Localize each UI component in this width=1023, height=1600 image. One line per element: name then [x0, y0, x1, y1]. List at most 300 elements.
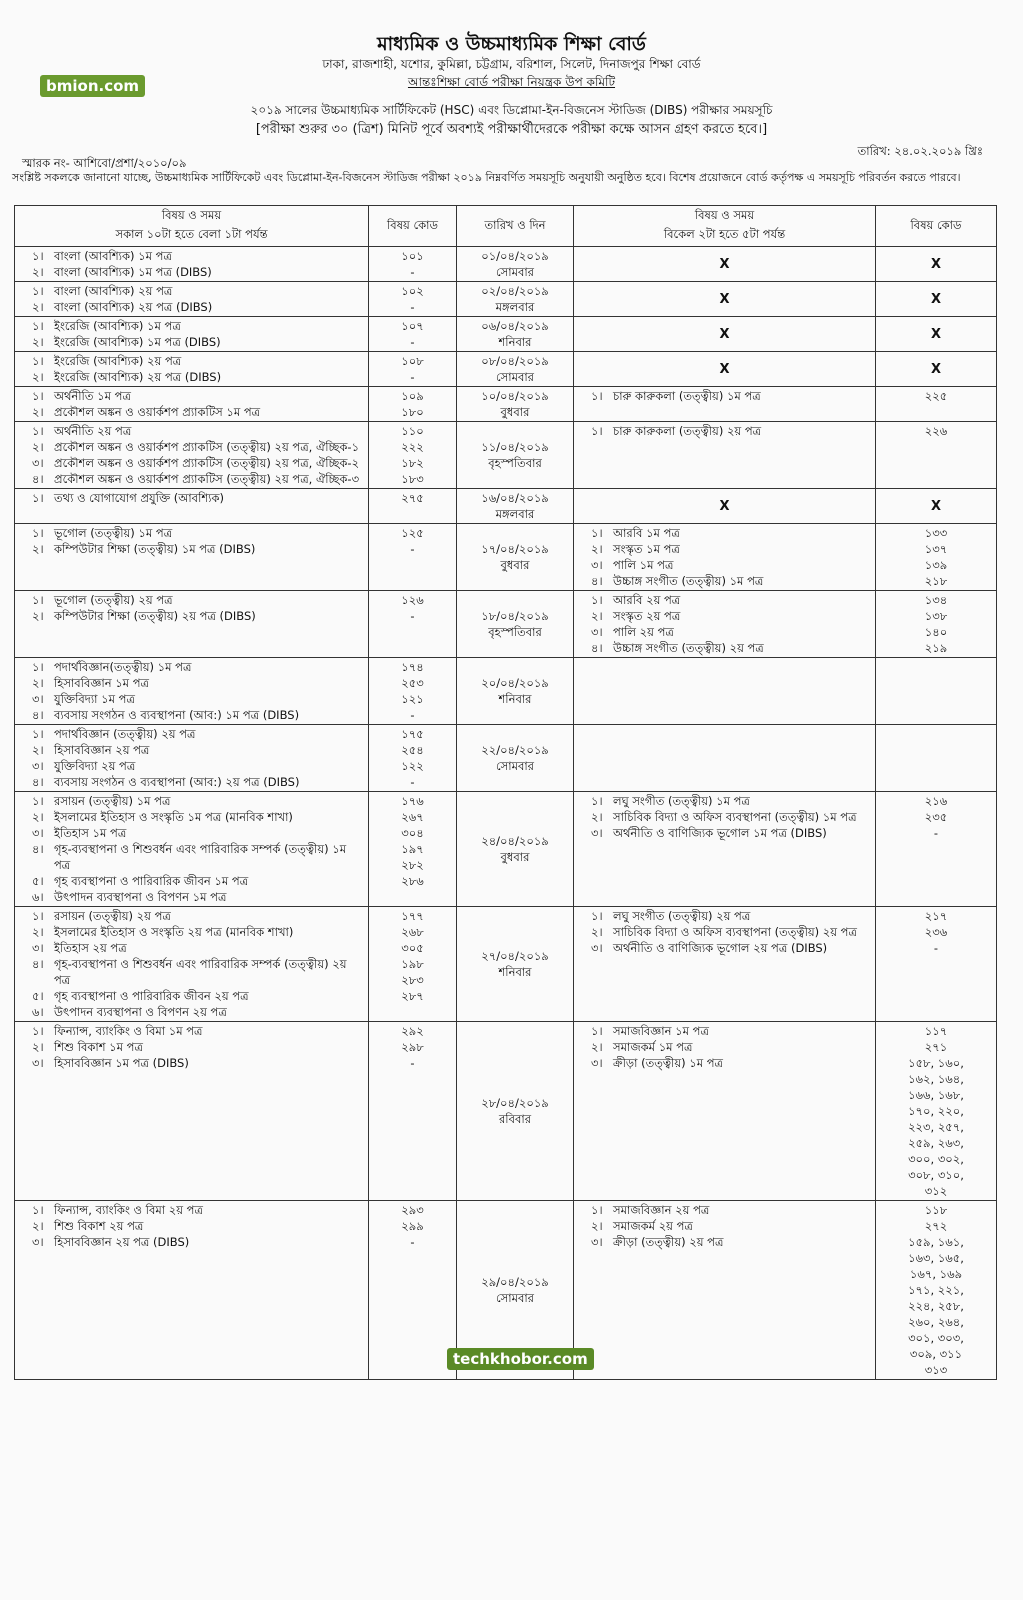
subject-code: ২১৯ — [924, 641, 948, 655]
item-number: ৪। — [591, 574, 603, 588]
subject-name: চারু কারুকলা (তত্ত্বীয়) ২য় পত্র — [613, 424, 762, 438]
subject-code: ১৪০ — [924, 625, 948, 639]
exam-date: ১০/০৪/২০১৯ — [481, 389, 549, 403]
afternoon-subject — [577, 608, 872, 624]
table-row — [15, 387, 997, 422]
table-header-row — [15, 206, 997, 247]
morning-subject — [18, 318, 365, 334]
exam-date-cell — [457, 352, 574, 387]
subject-name: গৃহ ব্যবস্থাপনা ও পারিবারিক জীবন ২য় পত্র — [54, 989, 249, 1003]
subject-code: ১৫৮, ১৬০, — [908, 1056, 964, 1070]
item-number: ১। — [32, 660, 44, 674]
subject-name: প্রকৌশল অঙ্কন ও ওয়ার্কশপ প্র্যাকটিস (তত্ত্বীয়) ২য় পত্র, ঐচ্ছিক-৩ — [54, 472, 360, 486]
exam-day: রবিবার — [498, 1112, 532, 1126]
exam-instruction: [পরীক্ষা শুরুর ৩০ (ত্রিশ) মিনিট পূর্বে অবশ্যই পরীক্ষার্থীদেরকে পরীক্ষা কক্ষে আসন গ্রহণ করতে হবে।] — [255, 122, 768, 137]
subject-code: - — [933, 826, 939, 840]
subject-name: পালি ২য় পত্র — [613, 625, 674, 639]
subject-name: ইতিহাস ১ম পত্র — [54, 826, 127, 840]
subject-code: ১০৯ — [401, 389, 424, 403]
subject-name: বাংলা (আবশ্যিক) ১ম পত্র — [54, 249, 172, 263]
subject-name: চারু কারুকলা (তত্ত্বীয়) ১ম পত্র — [613, 389, 761, 403]
exam-date: ২৪/০৪/২০১৯ — [481, 834, 549, 848]
no-exam-mark: X — [876, 317, 997, 352]
subject-name: ব্যবসায় সংগঠন ও ব্যবস্থাপনা (আব:) ২য় পত্র (DIBS) — [54, 775, 300, 789]
subject-name: তথ্য ও যোগাযোগ প্রযুক্তি (আবশ্যিক) — [54, 491, 225, 505]
subject-name: প্রকৌশল অঙ্কন ও ওয়ার্কশপ প্র্যাকটিস ১ম পত্র — [54, 405, 261, 419]
subject-code: ৩০১, ৩০৩, — [908, 1331, 964, 1345]
item-number: ১। — [591, 1024, 603, 1038]
exam-day: বুধবার — [500, 850, 530, 864]
subject-code: ৩০৫ — [401, 941, 424, 955]
subject-code: ২৭৫ — [401, 491, 424, 505]
subject-name: প্রকৌশল অঙ্কন ও ওয়ার্কশপ প্র্যাকটিস (তত্ত্বীয়) ২য় পত্র, ঐচ্ছিক-২ — [54, 456, 360, 470]
morning-subject — [18, 841, 365, 873]
exam-day: সোমবার — [495, 759, 535, 773]
exam-date-cell — [457, 1022, 574, 1201]
subject-code: ২৭২ — [924, 1219, 948, 1233]
item-number: ৩। — [32, 456, 44, 470]
exam-date: ২৭/০৪/২০১৯ — [481, 949, 549, 963]
subject-code: ১০৮ — [401, 354, 424, 368]
exam-day: সোমবার — [495, 1291, 535, 1305]
subject-code: ২৫৩ — [401, 676, 424, 690]
subject-code: - — [410, 300, 415, 314]
subject-name: ব্যবসায় সংগঠন ও ব্যবস্থাপনা (আব:) ১ম পত্র (DIBS) — [54, 708, 300, 722]
table-row — [15, 247, 997, 282]
subject-name: উচ্চাঙ্গ সংগীত (তত্ত্বীয়) ১ম পত্র — [613, 574, 764, 588]
morning-subject — [18, 369, 365, 385]
no-exam-mark: X — [876, 352, 997, 387]
afternoon-subject — [577, 924, 872, 940]
morning-subject — [18, 299, 365, 315]
afternoon-subject — [577, 592, 872, 608]
subject-name: সমাজকর্ম ২য় পত্র — [613, 1219, 693, 1233]
subject-name: ভূগোল (তত্ত্বীয়) ১ম পত্র — [54, 526, 173, 540]
item-number: ১। — [32, 354, 44, 368]
afternoon-subject — [577, 940, 872, 956]
subject-code: ১৩৯ — [924, 558, 948, 572]
subject-name: সমাজবিজ্ঞান ২য় পত্র — [613, 1203, 710, 1217]
subject-code: ২২৪, ২৫৮, — [908, 1299, 964, 1313]
subject-code: ১৩৭ — [924, 542, 948, 556]
memo-number: স্মারক নং- আশিবো/প্রশা/২০১০/০৯ — [22, 156, 187, 170]
subject-name: গৃহ ব্যবস্থাপনা ও পারিবারিক জীবন ১ম পত্র — [54, 874, 249, 888]
item-number: ১। — [591, 794, 603, 808]
subject-code: ২২২ — [401, 440, 424, 454]
morning-subject — [18, 353, 365, 369]
board-list: ঢাকা, রাজশাহী, যশোর, কুমিল্লা, চট্টগ্রাম, বরিশাল, সিলেট, দিনাজপুর শিক্ষা বোর্ড — [322, 57, 701, 71]
item-number: ১। — [32, 249, 44, 263]
subject-name: ইংরেজি (আবশ্যিক) ১ম পত্র — [54, 319, 181, 333]
subject-code: ৩০৯, ৩১১ — [909, 1347, 963, 1361]
morning-subject — [18, 675, 365, 691]
morning-subject — [18, 988, 365, 1004]
no-exam-mark: X — [574, 352, 876, 387]
item-number: ১। — [591, 1203, 603, 1217]
morning-subject — [18, 264, 365, 280]
item-number: ৬। — [32, 890, 44, 904]
subject-code: ২২৩, ২৫৭, — [908, 1120, 964, 1134]
exam-date: ০২/০৪/২০১৯ — [481, 284, 549, 298]
exam-date: ০১/০৪/২০১৯ — [481, 249, 549, 263]
afternoon-subject — [577, 541, 872, 557]
morning-subject — [18, 809, 365, 825]
subject-code: ২৬০, ২৬৪, — [908, 1315, 964, 1329]
subject-code: - — [410, 708, 415, 722]
table-row — [15, 792, 997, 907]
subject-code: ২৮৩ — [401, 973, 424, 987]
notice-text: সংশ্লিষ্ট সকলকে জানানো যাচ্ছে, উচ্চমাধ্যমিক সার্টিফিকেট এবং ডিপ্লোমা-ইন-বিজনেস স্টাডিজ পরীক্ষা ২০১৯ নিম্নবর্ণিত সময়সূচি অনুযায়ী অনুষ্ঠিত হবে। বিশেষ প্রয়োজনে বোর্ড কর্তৃপক্ষ এ সময়সূচি পরিবর্তন করতে পারবে। — [12, 171, 961, 184]
subject-code: ৩০৮, ৩১০, — [908, 1168, 964, 1182]
exam-day: সোমবার — [495, 265, 535, 279]
subject-code: - — [410, 775, 415, 789]
subject-code: - — [410, 609, 415, 623]
afternoon-subject — [577, 908, 872, 924]
item-number: ২। — [32, 405, 44, 419]
header-afternoon: বিষয় ও সময় বিকেল ২টা হতে ৫টা পর্যন্ত — [574, 206, 876, 247]
subject-code: ১৭৭ — [401, 909, 424, 923]
exam-day: বুধবার — [500, 558, 530, 572]
morning-subject — [18, 490, 365, 506]
item-number: ২। — [32, 542, 44, 556]
subject-name: হিসাববিজ্ঞান ১ম পত্র (DIBS) — [54, 1056, 189, 1070]
exam-day: শনিবার — [498, 692, 532, 706]
schedule-title: ২০১৯ সালের উচ্চমাধ্যমিক সার্টিফিকেট (HSC) এবং ডিপ্লোমা-ইন-বিজনেস স্টাডিজ (DIBS) পরীক্ষার সময়সূচি — [250, 103, 773, 117]
subject-name: ক্রীড়া (তত্ত্বীয়) ১ম পত্র — [613, 1056, 723, 1070]
subject-code: ১২৬ — [401, 593, 424, 607]
no-exam-mark: X — [876, 282, 997, 317]
subject-code: ১৩৪ — [924, 593, 948, 607]
no-exam-mark: X — [574, 489, 876, 524]
item-number: ২। — [591, 542, 603, 556]
subject-code: ১৯৮ — [401, 957, 424, 971]
subject-code: ১৮০ — [401, 405, 424, 419]
item-number: ৩। — [32, 759, 44, 773]
morning-subject — [18, 1202, 365, 1218]
subject-name: ফিন্যান্স, ব্যাংকিং ও বিমা ১ম পত্র — [54, 1024, 203, 1038]
morning-subject — [18, 404, 365, 420]
morning-subject — [18, 1023, 365, 1039]
item-number: ৪। — [32, 708, 44, 722]
subject-code: ১১৭ — [924, 1024, 948, 1038]
afternoon-subject — [577, 388, 872, 404]
subject-code: ২৯২ — [401, 1024, 424, 1038]
subject-name: যুক্তিবিদ্যা ২য় পত্র — [54, 759, 136, 773]
subject-code: ১৭৫ — [401, 727, 424, 741]
item-number: ৩। — [32, 941, 44, 955]
subject-code: ১৩৩ — [924, 526, 948, 540]
morning-subject — [18, 889, 365, 905]
item-number: ২। — [32, 265, 44, 279]
subject-name: উৎপাদন ব্যবস্থাপনা ও বিপণন ১ম পত্র — [54, 890, 227, 904]
subject-code: ২৩৫ — [924, 810, 948, 824]
subject-code: ২৫৪ — [401, 743, 424, 757]
subject-name: যুক্তিবিদ্যা ১ম পত্র — [54, 692, 135, 706]
subject-code: ২৮২ — [401, 858, 424, 872]
subject-name: আরবি ২য় পত্র — [613, 593, 681, 607]
item-number: ১। — [32, 491, 44, 505]
morning-subject — [18, 455, 365, 471]
subject-code: ১০২ — [401, 284, 424, 298]
afternoon-subject — [577, 1023, 872, 1039]
exam-date-cell — [457, 725, 574, 792]
subject-code: ২৮৬ — [401, 874, 424, 888]
item-number: ১। — [591, 526, 603, 540]
subject-name: ইংরেজি (আবশ্যিক) ২য় পত্র (DIBS) — [54, 370, 222, 384]
item-number: ২। — [591, 810, 603, 824]
exam-day: সোমবার — [495, 370, 535, 384]
subject-name: রসায়ন (তত্ত্বীয়) ২য় পত্র — [54, 909, 171, 923]
morning-subject — [18, 691, 365, 707]
table-row — [15, 725, 997, 792]
subject-name: ইসলামের ইতিহাস ও সংস্কৃতি ১ম পত্র (মানবিক শাখা) — [54, 810, 293, 824]
subject-code: ১৮৩ — [401, 472, 424, 486]
item-number: ৩। — [591, 1056, 603, 1070]
subject-name: লঘু সংগীত (তত্ত্বীয়) ২য় পত্র — [613, 909, 751, 923]
subject-name: ফিন্যান্স, ব্যাংকিং ও বিমা ২য় পত্র — [54, 1203, 203, 1217]
item-number: ২। — [32, 1219, 44, 1233]
subject-name: সংস্কৃত ২য় পত্র — [613, 609, 681, 623]
subject-code: ১৬৩, ১৬৫, — [908, 1251, 964, 1265]
item-number: ৫। — [32, 874, 44, 888]
item-number: ১। — [32, 794, 44, 808]
item-number: ২। — [32, 676, 44, 690]
morning-subject — [18, 873, 365, 889]
exam-date: ০৬/০৪/২০১৯ — [481, 319, 549, 333]
subject-code: - — [410, 335, 415, 349]
subject-code: ১১৮ — [924, 1203, 948, 1217]
exam-day: মঙ্গলবার — [495, 507, 535, 521]
morning-subject — [18, 608, 365, 624]
afternoon-subject — [577, 423, 872, 439]
exam-day: বুধবার — [500, 405, 530, 419]
exam-date: ২৮/০৪/২০১৯ — [481, 1096, 549, 1110]
exam-date-cell — [457, 247, 574, 282]
subject-code: ২৩৬ — [924, 925, 948, 939]
afternoon-subject — [577, 624, 872, 640]
table-row — [15, 282, 997, 317]
subject-name: বাংলা (আবশ্যিক) ২য় পত্র (DIBS) — [54, 300, 213, 314]
subject-code: ২৫৯, ২৬৩, — [908, 1136, 964, 1150]
item-number: ১। — [32, 424, 44, 438]
subject-code: ২১৭ — [924, 909, 948, 923]
watermark-top: bmion.com — [40, 75, 145, 97]
exam-date-cell — [457, 422, 574, 489]
morning-subject — [18, 924, 365, 940]
subject-code: - — [410, 1056, 415, 1070]
item-number: ১। — [591, 909, 603, 923]
afternoon-subject — [577, 1055, 872, 1071]
exam-date: ১৬/০৪/২০১৯ — [481, 491, 549, 505]
item-number: ৩। — [591, 826, 603, 840]
item-number: ২। — [32, 440, 44, 454]
morning-subject — [18, 1218, 365, 1234]
exam-date: ১৭/০৪/২০১৯ — [481, 542, 549, 556]
no-exam-mark: X — [574, 247, 876, 282]
table-row — [15, 489, 997, 524]
morning-subject — [18, 541, 365, 557]
subject-name: বাংলা (আবশ্যিক) ২য় পত্র — [54, 284, 173, 298]
subject-name: উচ্চাঙ্গ সংগীত (তত্ত্বীয়) ২য় পত্র — [613, 641, 764, 655]
exam-schedule-table — [14, 205, 997, 1380]
subject-name: বাংলা (আবশ্যিক) ১ম পত্র (DIBS) — [54, 265, 212, 279]
exam-day: শনিবার — [498, 335, 532, 349]
subject-code: ২২৫ — [924, 389, 948, 403]
morning-subject — [18, 525, 365, 541]
subject-code: ২৯৯ — [401, 1219, 424, 1233]
table-row — [15, 352, 997, 387]
subject-code: ৩১২ — [924, 1184, 948, 1198]
subject-code: ১০১ — [401, 249, 424, 263]
morning-subject — [18, 471, 365, 487]
item-number: ৪। — [32, 842, 44, 856]
watermark-mid: techkhobor.com — [447, 1348, 594, 1370]
item-number: ৪। — [32, 957, 44, 971]
subject-code: ১৬৬, ১৬৮, — [908, 1088, 964, 1102]
item-number: ২। — [32, 370, 44, 384]
subject-code: ২৬৮ — [401, 925, 424, 939]
subject-code: ২৭১ — [924, 1040, 948, 1054]
morning-subject — [18, 592, 365, 608]
item-number: ২। — [32, 810, 44, 824]
morning-subject — [18, 423, 365, 439]
morning-subject — [18, 1234, 365, 1250]
committee-name: আন্তঃশিক্ষা বোর্ড পরীক্ষা নিয়ন্ত্রক উপ কমিটি — [407, 75, 616, 89]
item-number: ৬। — [32, 1005, 44, 1019]
subject-name: অর্থনীতি ১ম পত্র — [54, 389, 131, 403]
subject-code: ১৯৭ — [401, 842, 424, 856]
table-row — [15, 422, 997, 489]
subject-name: লঘু সংগীত (তত্ত্বীয়) ১ম পত্র — [613, 794, 750, 808]
subject-name: হিসাববিজ্ঞান ১ম পত্র — [54, 676, 149, 690]
board-title: মাধ্যমিক ও উচ্চমাধ্যমিক শিক্ষা বোর্ড — [377, 33, 646, 55]
header-date: তারিখ ও দিন — [457, 206, 574, 247]
morning-subject — [18, 283, 365, 299]
item-number: ১। — [591, 424, 603, 438]
item-number: ২। — [591, 1040, 603, 1054]
subject-code: ১২২ — [401, 759, 424, 773]
morning-subject — [18, 793, 365, 809]
subject-name: পালি ১ম পত্র — [613, 558, 674, 572]
subject-code: ১১০ — [401, 424, 424, 438]
subject-name: শিশু বিকাশ ২য় পত্র — [54, 1219, 144, 1233]
item-number: ২। — [32, 609, 44, 623]
afternoon-subject — [577, 793, 872, 809]
table-row — [15, 1022, 997, 1201]
subject-name: অর্থনীতি ২য় পত্র — [54, 424, 132, 438]
subject-name: ইতিহাস ২য় পত্র — [54, 941, 127, 955]
exam-date: ১১/০৪/২০১৯ — [481, 440, 549, 454]
subject-code: ২২৬ — [924, 424, 948, 438]
exam-date: ২৯/০৪/২০১৯ — [481, 1275, 549, 1289]
morning-subject — [18, 726, 365, 742]
subject-name: সংস্কৃত ১ম পত্র — [613, 542, 680, 556]
exam-date-cell — [457, 658, 574, 725]
subject-code: - — [410, 370, 415, 384]
exam-date-cell — [457, 907, 574, 1022]
subject-code: ১২৫ — [401, 526, 424, 540]
exam-date: ২০/০৪/২০১৯ — [481, 676, 549, 690]
exam-date: ২২/০৪/২০১৯ — [481, 743, 549, 757]
subject-name: হিসাববিজ্ঞান ২য় পত্র (DIBS) — [54, 1235, 190, 1249]
subject-name: আরবি ১ম পত্র — [613, 526, 680, 540]
subject-name: শিশু বিকাশ ১ম পত্র — [54, 1040, 143, 1054]
item-number: ২। — [32, 335, 44, 349]
subject-name: সাচিবিক বিদ্যা ও অফিস ব্যবস্থাপনা (তত্ত্বীয়) ১ম পত্র — [613, 810, 857, 824]
item-number: ৩। — [591, 558, 603, 572]
table-row — [15, 524, 997, 591]
subject-code: - — [410, 542, 415, 556]
exam-date-cell — [457, 387, 574, 422]
exam-date-cell — [457, 282, 574, 317]
subject-name: পদার্থবিজ্ঞান (তত্ত্বীয়) ২য় পত্র — [54, 727, 196, 741]
no-exam-mark: X — [574, 317, 876, 352]
subject-code: ২১৮ — [924, 574, 948, 588]
subject-code: ৩০০, ৩০২, — [908, 1152, 964, 1166]
subject-name: ইংরেজি (আবশ্যিক) ২য় পত্র — [54, 354, 182, 368]
item-number: ১। — [32, 1203, 44, 1217]
item-number: ১। — [591, 593, 603, 607]
afternoon-subject — [577, 1202, 872, 1218]
morning-subject — [18, 1004, 365, 1020]
morning-subject — [18, 956, 365, 988]
morning-subject — [18, 248, 365, 264]
item-number: ৩। — [32, 1056, 44, 1070]
afternoon-subject — [577, 640, 872, 656]
item-number: ১। — [32, 727, 44, 741]
subject-name: কম্পিউটার শিক্ষা (তত্ত্বীয়) ২য় পত্র (DIBS) — [54, 609, 256, 623]
item-number: ৩। — [591, 625, 603, 639]
item-number: ১। — [32, 284, 44, 298]
item-number: ৪। — [32, 775, 44, 789]
item-number: ২। — [591, 1219, 603, 1233]
morning-subject — [18, 940, 365, 956]
morning-subject — [18, 758, 365, 774]
subject-name: ক্রীড়া (তত্ত্বীয়) ২য় পত্র — [613, 1235, 724, 1249]
subject-code: - — [933, 941, 939, 955]
afternoon-subject — [577, 1218, 872, 1234]
morning-subject — [18, 908, 365, 924]
subject-code: ১৭৬ — [401, 794, 424, 808]
item-number: ৩। — [32, 826, 44, 840]
afternoon-subject — [577, 1234, 872, 1250]
exam-date-cell — [457, 524, 574, 591]
exam-date-cell — [457, 792, 574, 907]
subject-code: ২৮৭ — [401, 989, 424, 1003]
item-number: ২। — [591, 925, 603, 939]
table-row — [15, 591, 997, 658]
subject-code: ১৩৮ — [924, 609, 948, 623]
subject-name: গৃহ-ব্যবস্থাপনা ও শিশুবর্ধন এবং পারিবারিক সম্পর্ক (তত্ত্বীয়) ১ম পত্র — [54, 842, 347, 872]
morning-subject — [18, 774, 365, 790]
subject-name: রসায়ন (তত্ত্বীয়) ১ম পত্র — [54, 794, 171, 808]
afternoon-subject — [577, 573, 872, 589]
subject-code: ১৮২ — [401, 456, 424, 470]
exam-day: মঙ্গলবার — [495, 300, 535, 314]
table-row — [15, 658, 997, 725]
item-number: ১। — [32, 593, 44, 607]
subject-name: উৎপাদন ব্যবস্থাপনা ও বিপণন ২য় পত্র — [54, 1005, 227, 1019]
subject-code: ৩১৩ — [924, 1363, 948, 1377]
item-number: ৪। — [32, 472, 44, 486]
morning-subject — [18, 439, 365, 455]
item-number: ১। — [32, 389, 44, 403]
item-number: ২। — [32, 300, 44, 314]
morning-subject — [18, 659, 365, 675]
morning-subject — [18, 742, 365, 758]
subject-code: ১৭৪ — [401, 660, 424, 674]
item-number: ২। — [32, 925, 44, 939]
